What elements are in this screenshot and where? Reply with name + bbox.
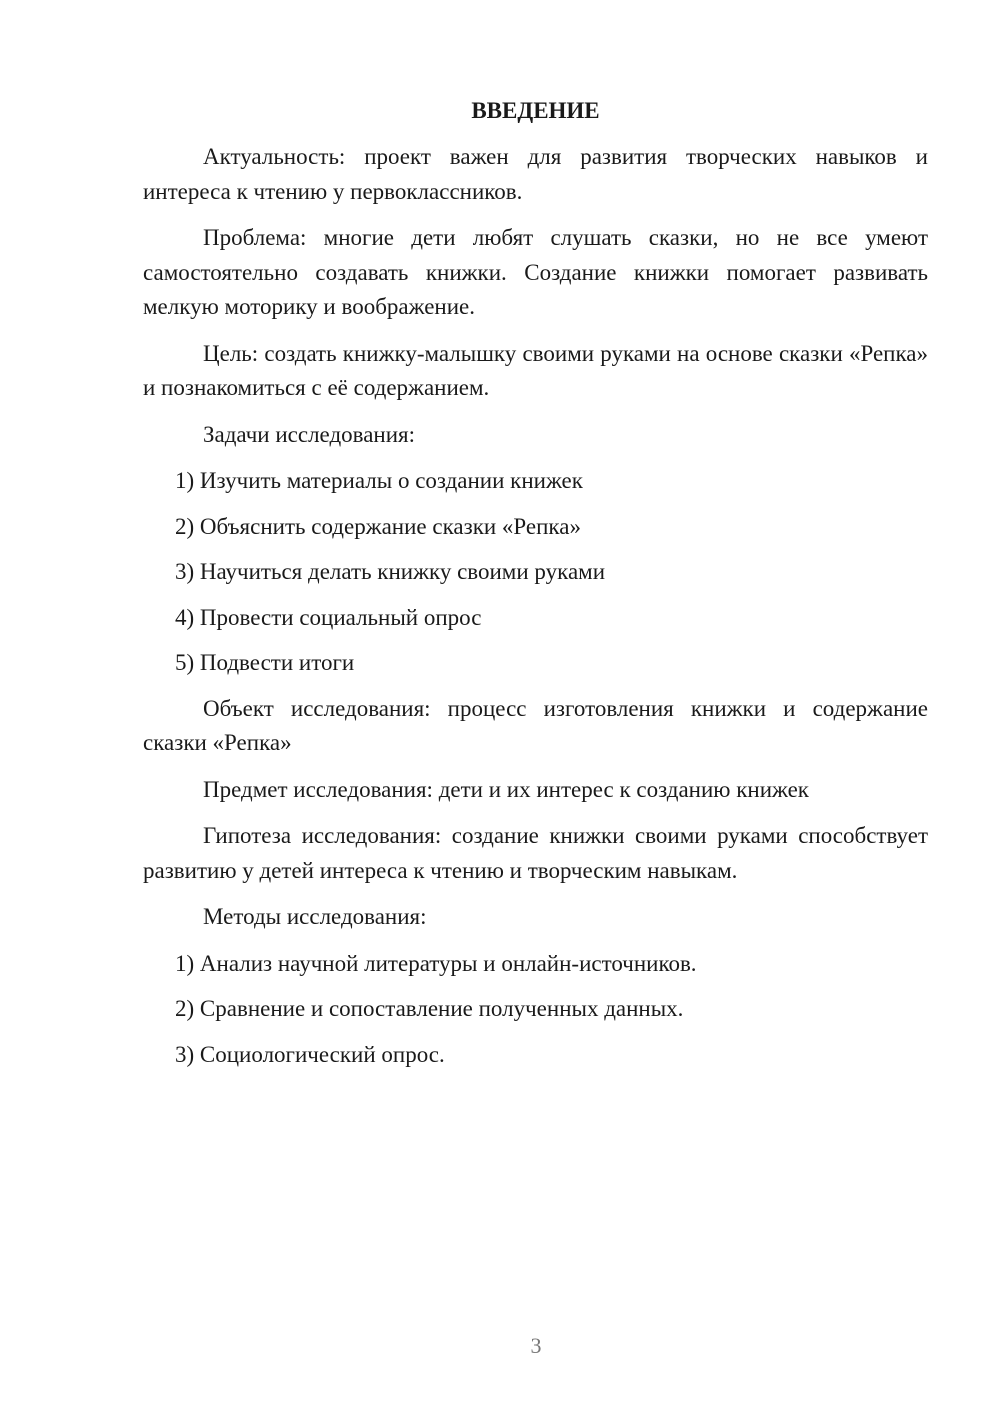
methods-label: Методы исследования: xyxy=(203,904,427,929)
list-item: 3) Научиться делать книжку своими руками xyxy=(175,559,606,584)
relevance-paragraph: Актуальность: проект важен для развития творческих навыков и интереса к чтению у первоклассников. xyxy=(143,144,928,204)
object-paragraph: Объект исследования: процесс изготовления книжки и содержание сказки «Репка» xyxy=(143,695,928,755)
tasks-label: Задачи исследования: xyxy=(203,421,416,447)
hypothesis-paragraph: Гипотеза исследования: создание книжки своими руками способствует развитию у детей интереса к чтению и творческим навыкам. xyxy=(143,823,928,883)
list-item: 5) Подвести итоги xyxy=(175,650,355,675)
list-item: 4) Провести социальный опрос xyxy=(175,604,482,630)
methods-list xyxy=(143,947,928,1073)
problem-paragraph: Проблема: многие дети любят слушать сказки, но не все умеют самостоятельно создавать книжки. Создание книжки помогает развивать мелкую моторику и воображение. xyxy=(143,225,928,319)
page-content xyxy=(143,96,928,1083)
subject-paragraph: Предмет исследования: дети и их интерес к созданию книжек xyxy=(203,776,809,802)
goal-paragraph: Цель: создать книжку-малышку своими руками на основе сказки «Репка» и познакомиться с её содержанием. xyxy=(143,340,928,400)
list-item: 3) Социологический опрос. xyxy=(175,1041,445,1067)
page-number: 3 xyxy=(530,1333,542,1358)
list-item: 2) Объяснить содержание сказки «Репка» xyxy=(175,513,581,539)
tasks-list xyxy=(143,464,928,681)
list-item: 1) Анализ научной литературы и онлайн-источников. xyxy=(175,950,697,976)
section-title: ВВЕДЕНИЕ xyxy=(471,98,600,123)
list-item: 2) Сравнение и сопоставление полученных данных. xyxy=(175,996,684,1021)
list-item: 1) Изучить материалы о создании книжек xyxy=(175,468,583,493)
